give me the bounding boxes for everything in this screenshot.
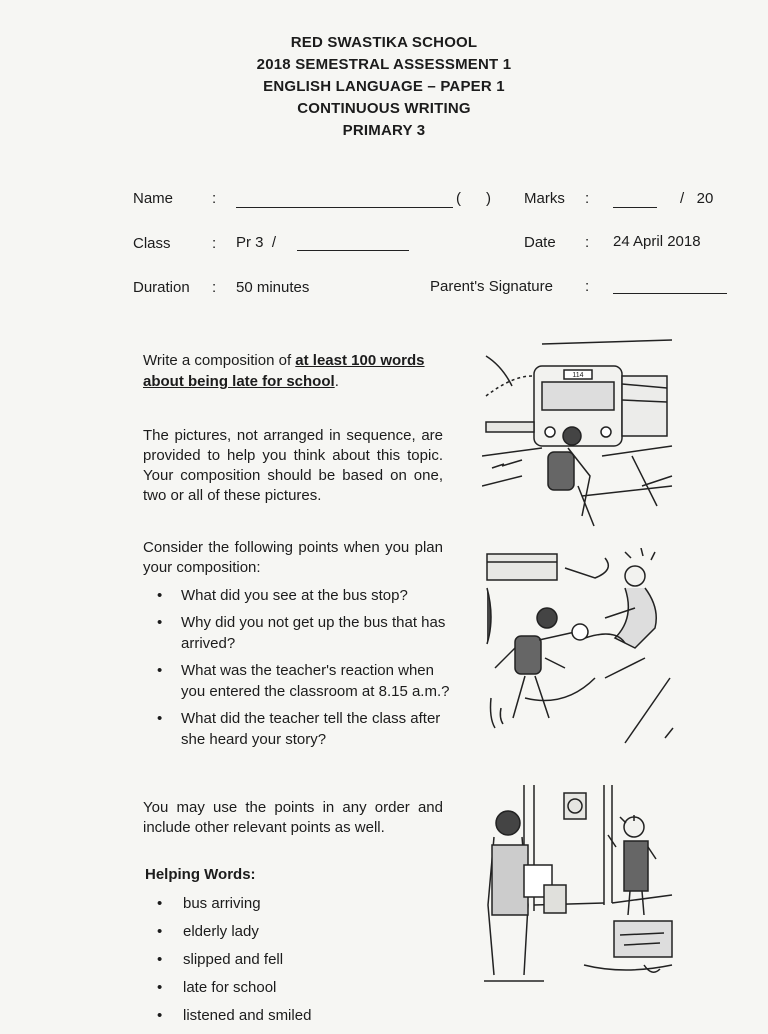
level-title: PRIMARY 3 <box>342 122 426 139</box>
bus-arriving-illustration <box>482 336 674 532</box>
name-label: Name <box>133 190 174 207</box>
duration-value: 50 minutes <box>236 279 310 296</box>
signature-label: Parent's Signature <box>430 278 553 295</box>
marks-label: Marks <box>524 190 565 207</box>
class-label: Class <box>133 235 171 252</box>
list-item: • What was the teacher's reaction when you entered the classroom at 8.15 a.m.? <box>143 660 453 702</box>
list-item: • bus arriving <box>143 894 311 922</box>
list-item: • listened and smiled <box>143 1006 311 1034</box>
bus-number: 114 <box>572 372 584 379</box>
list-item: • What did you see at the bus stop? <box>143 585 453 606</box>
date-colon: : <box>585 234 590 251</box>
guiding-points-list <box>143 585 453 756</box>
school-name: RED SWASTIKA SCHOOL <box>290 34 478 51</box>
exam-header <box>0 32 768 142</box>
class-number-field[interactable] <box>297 250 409 251</box>
index-number-parentheses: ( ) <box>456 190 491 207</box>
task-instruction: Write a composition of at least 100 words about being late for school. <box>143 352 425 390</box>
section-title: CONTINUOUS WRITING <box>297 100 471 117</box>
order-note: You may use the points in any order and include other relevant points as well. <box>143 799 443 836</box>
signature-field[interactable] <box>613 293 727 294</box>
class-colon: : <box>212 235 217 252</box>
name-colon: : <box>212 190 217 207</box>
signature-colon: : <box>585 278 590 295</box>
consider-text: Consider the following points when you plan your composition: <box>143 539 443 576</box>
duration-colon: : <box>212 279 217 296</box>
marks-field[interactable] <box>613 207 657 208</box>
marks-colon: : <box>585 190 590 207</box>
list-item: • What did the teacher tell the class after she heard your story? <box>143 708 453 750</box>
list-item: • slipped and fell <box>143 950 311 978</box>
task-topic: at least 100 words about being late for school <box>143 352 425 390</box>
list-item: • Why did you not get up the bus that has arrived? <box>143 612 453 654</box>
helping-words-title: Helping Words: <box>145 866 256 883</box>
helping-words-list <box>143 894 311 1034</box>
pictures-note: The pictures, not arranged in sequence, are provided to help you think about this topic. Your composition should be based on one, two or all of these pictures. <box>143 427 443 504</box>
class-value: Pr 3 / <box>236 234 277 251</box>
elderly-lady-fell-illustration <box>485 548 674 748</box>
name-field[interactable] <box>236 207 453 208</box>
duration-label: Duration <box>133 279 190 296</box>
marks-total: / 20 <box>680 190 714 207</box>
list-item: • elderly lady <box>143 922 311 950</box>
assessment-title: 2018 SEMESTRAL ASSESSMENT 1 <box>256 56 512 73</box>
date-value: 24 April 2018 <box>613 233 701 250</box>
date-label: Date <box>524 234 556 251</box>
paper-title: ENGLISH LANGUAGE – PAPER 1 <box>263 78 505 95</box>
classroom-illustration <box>484 785 674 985</box>
list-item: • late for school <box>143 978 311 1006</box>
